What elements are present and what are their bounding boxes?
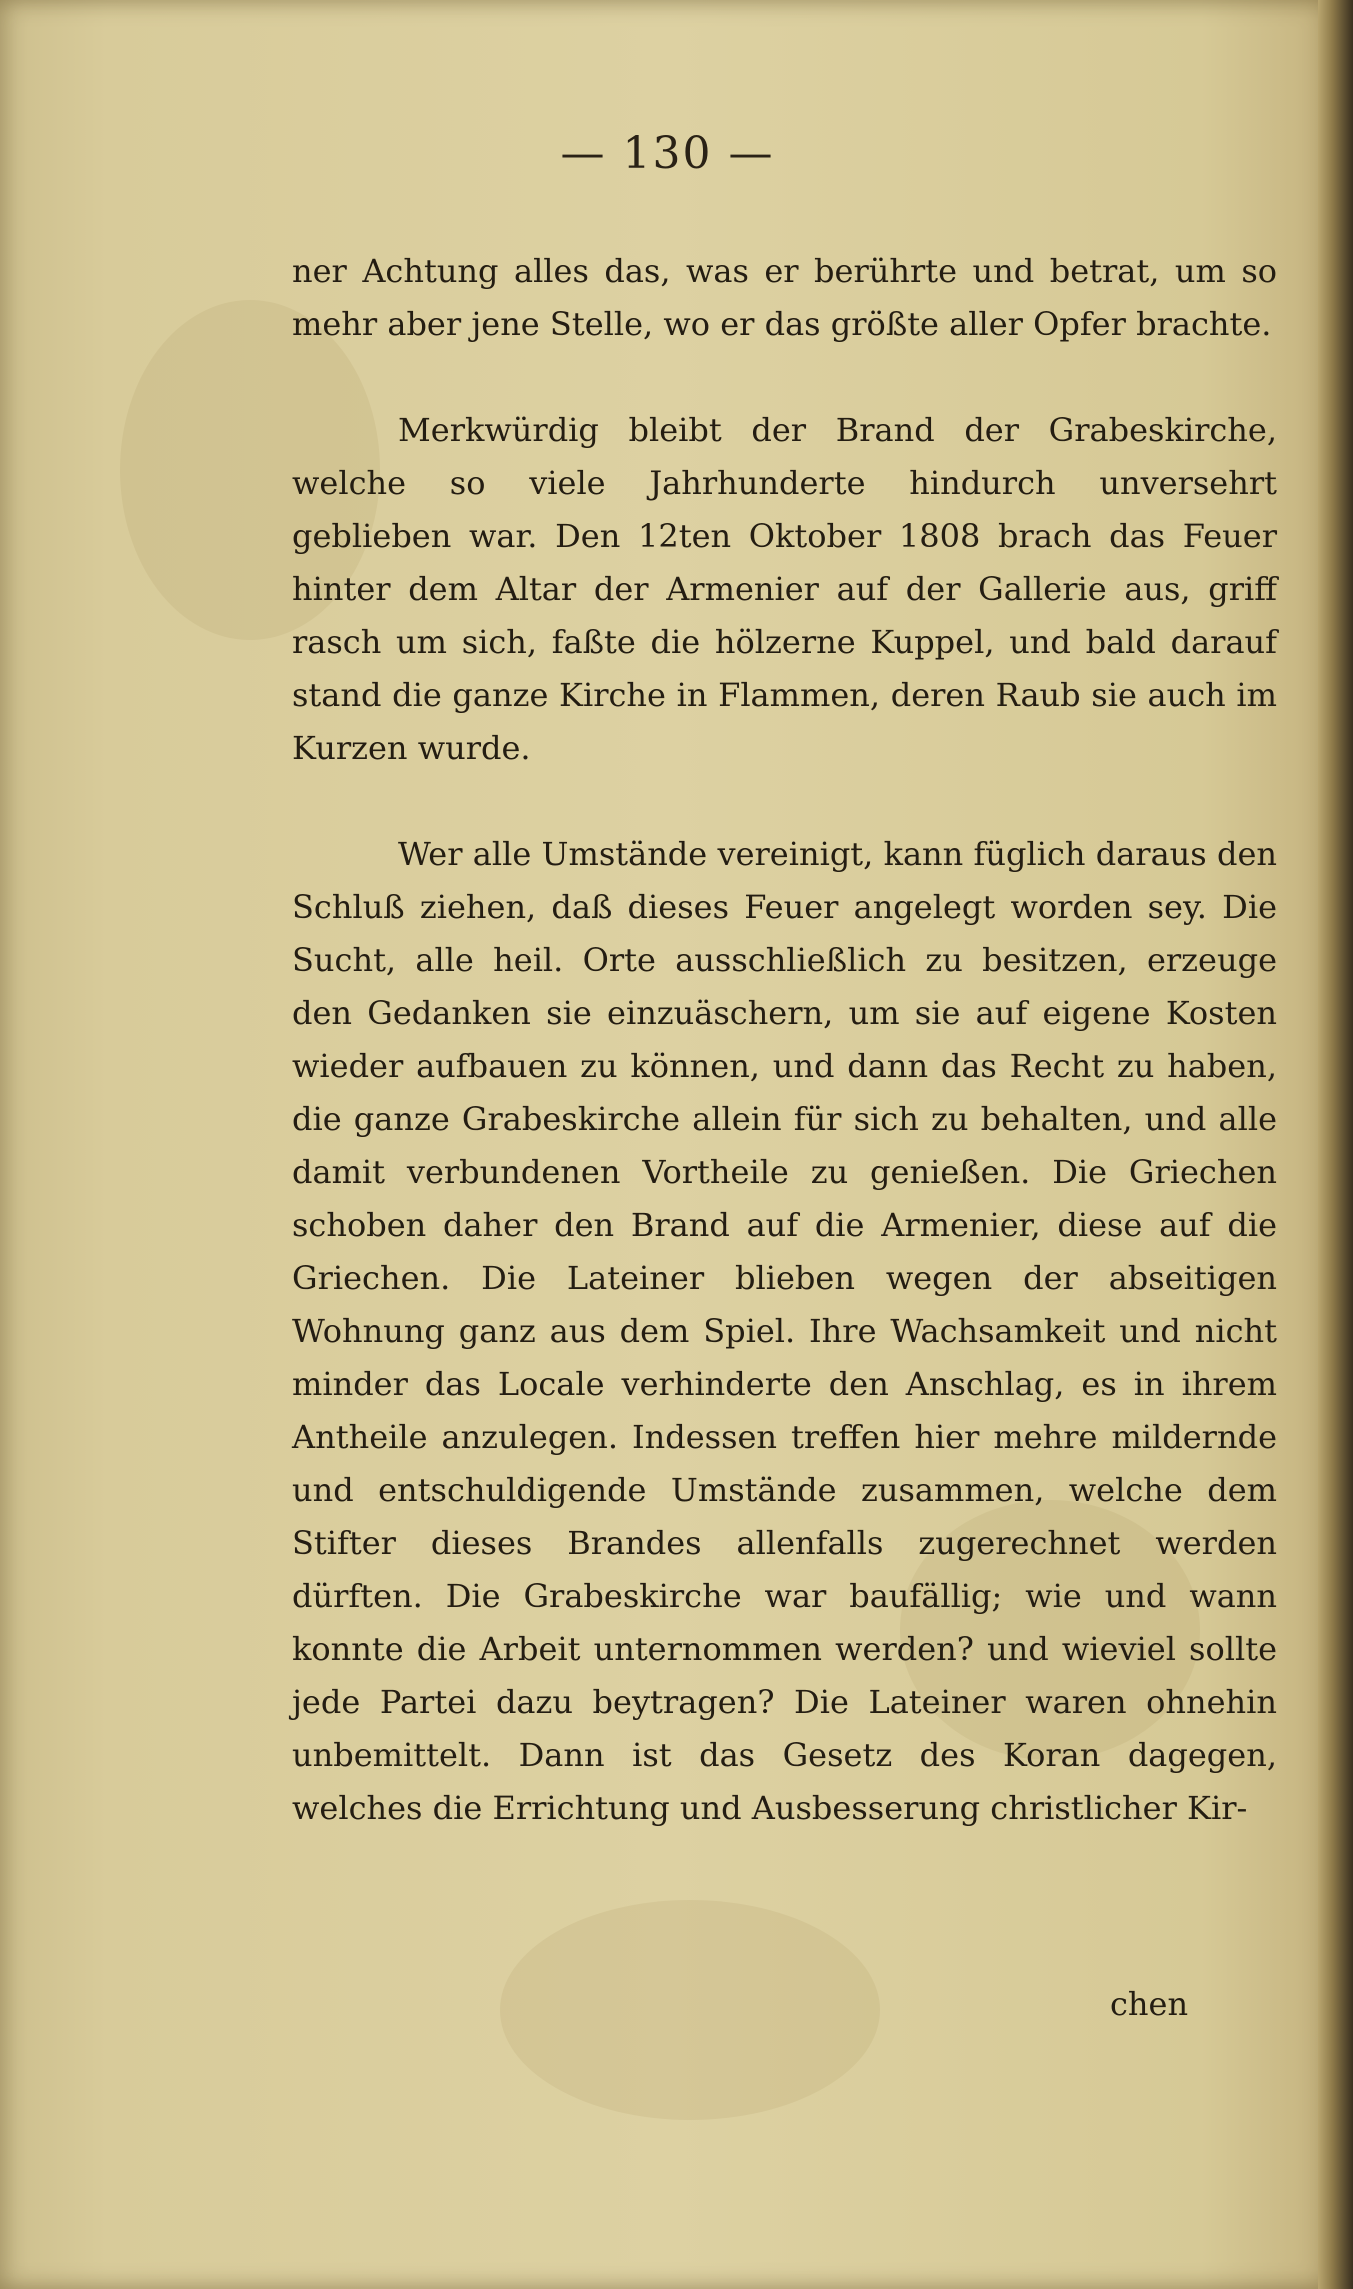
body-text <box>292 245 1277 1835</box>
catchword: chen <box>1110 1985 1189 2023</box>
paragraph: Wer alle Umstände vereinigt, kann füglich daraus den Schluß ziehen, daß dieses Feuer angelegt worden sey. Die Sucht, alle heil. Orte ausschließlich zu besitzen, erzeuge den Gedanken sie einzuäschern, um sie auf eigene Kosten wieder aufbauen zu können, und dann das Recht zu haben, die ganze Grabeskirche allein für sich zu behalten, und alle damit verbundenen Vortheile zu genießen. Die Griechen schoben daher den Brand auf die Armenier, diese auf die Griechen. Die Lateiner blieben wegen der abseitigen Wohnung ganz aus dem Spiel. Ihre Wachsamkeit und nicht minder das Locale verhinderte den Anschlag, es in ihrem Antheile anzulegen. Indessen treffen hier mehre mildernde und entschuldigende Umstände zusammen, welche dem Stifter dieses Brandes allenfalls zugerechnet werden dürften. Die Grabeskirche war baufällig; wie und wann konnte die Arbeit unternommen werden? und wieviel sollte jede Partei dazu beytragen? Die Lateiner waren ohnehin unbemittelt. Dann ist das Gesetz des Koran dagegen, welches die Errichtung und Ausbesserung christlicher Kir- <box>292 835 1277 1827</box>
paragraph: ner Achtung alles das, was er berührte und betrat, um so mehr aber jene Stelle, wo er das größte aller Opfer brachte. <box>292 252 1277 343</box>
page-number: — 130 — <box>560 128 775 179</box>
paragraph: Merkwürdig bleibt der Brand der Grabeskirche, welche so viele Jahrhunderte hindurch unversehrt geblieben war. Den 12ten Oktober 1808 brach das Feuer hinter dem Altar der Armenier auf der Gallerie aus, griff rasch um sich, faßte die hölzerne Kuppel, und bald darauf stand die ganze Kirche in Flammen, deren Raub sie auch im Kurzen wurde. <box>292 411 1277 767</box>
book-edge <box>1318 0 1353 2289</box>
paper-stain <box>500 1900 880 2120</box>
